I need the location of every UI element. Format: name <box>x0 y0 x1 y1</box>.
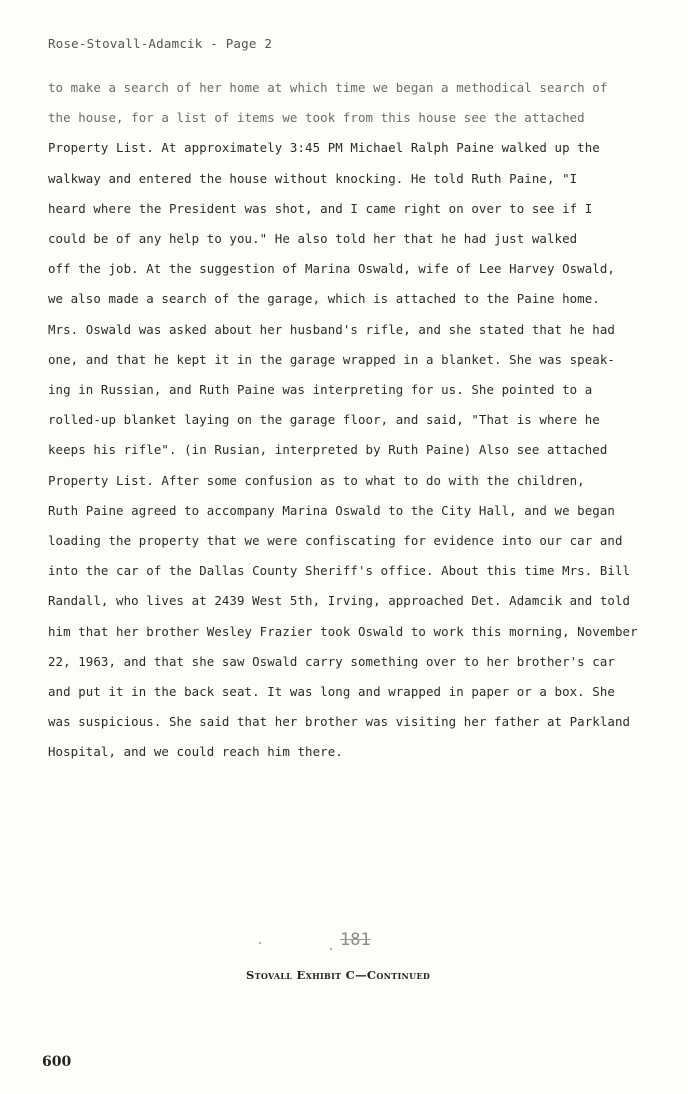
body-line: to make a search of her home at which time we began a methodical search of <box>48 80 608 95</box>
folio-number: 600 <box>42 1054 72 1070</box>
body-line: rolled-up blanket laying on the garage floor, and said, "That is where he <box>48 412 600 428</box>
body-line: Randall, who lives at 2439 West 5th, Irving, approached Det. Adamcik and told <box>48 593 631 609</box>
body-line: and put it in the back seat. It was long and wrapped in paper or a box. She <box>48 684 615 699</box>
body-line: walkway and entered the house without knocking. He told Ruth Paine, "I <box>48 170 578 186</box>
scan-speck <box>259 942 261 944</box>
body-line: into the car of the Dallas County Sheriff's office. About this time Mrs. Bill <box>48 563 631 579</box>
body-line: 22, 1963, and that she saw Oswald carry something over to her brother's car <box>48 653 615 669</box>
body-line: Property List. After some confusion as to what to do with the children, <box>48 472 585 488</box>
body-line: loading the property that we were confiscating for evidence into our car and <box>48 533 623 548</box>
body-line: ing in Russian, and Ruth Paine was interpreting for us. She pointed to a <box>48 382 593 397</box>
body-line: off the job. At the suggestion of Marina Oswald, wife of Lee Harvey Oswald, <box>48 261 615 277</box>
body-line: Mrs. Oswald was asked about her husband's rifle, and she stated that he had <box>48 321 615 337</box>
body-line: we also made a search of the garage, which is attached to the Paine home. <box>48 291 600 307</box>
body-line: heard where the President was shot, and I came right on over to see if I <box>48 200 593 216</box>
scan-speck <box>330 948 332 950</box>
body-line: could be of any help to you." He also told her that he had just walked <box>48 231 578 246</box>
body-line: keeps his rifle". (in Rusian, interpreted by Ruth Paine) Also see attached <box>48 442 608 458</box>
body-line: Property List. At approximately 3:45 PM Michael Ralph Paine walked up the <box>48 140 600 156</box>
exhibit-caption: Stovall Exhibit C—Continued <box>246 968 431 982</box>
body-line: Ruth Paine agreed to accompany Marina Oswald to the City Hall, and we began <box>48 502 615 518</box>
body-line: Hospital, and we could reach him there. <box>48 744 343 760</box>
body-line: one, and that he kept it in the garage wrapped in a blanket. She was speak- <box>48 351 615 367</box>
body-line: the house, for a list of items we took from this house see the attached <box>48 110 585 126</box>
body-line: was suspicious. She said that her brother was visiting her father at Parkland <box>48 714 631 730</box>
typed-page-number: 181 <box>340 930 371 950</box>
page-header: Rose-Stovall-Adamcik - Page 2 <box>48 36 273 51</box>
body-line: him that her brother Wesley Frazier took Oswald to work this morning, November <box>48 623 638 639</box>
